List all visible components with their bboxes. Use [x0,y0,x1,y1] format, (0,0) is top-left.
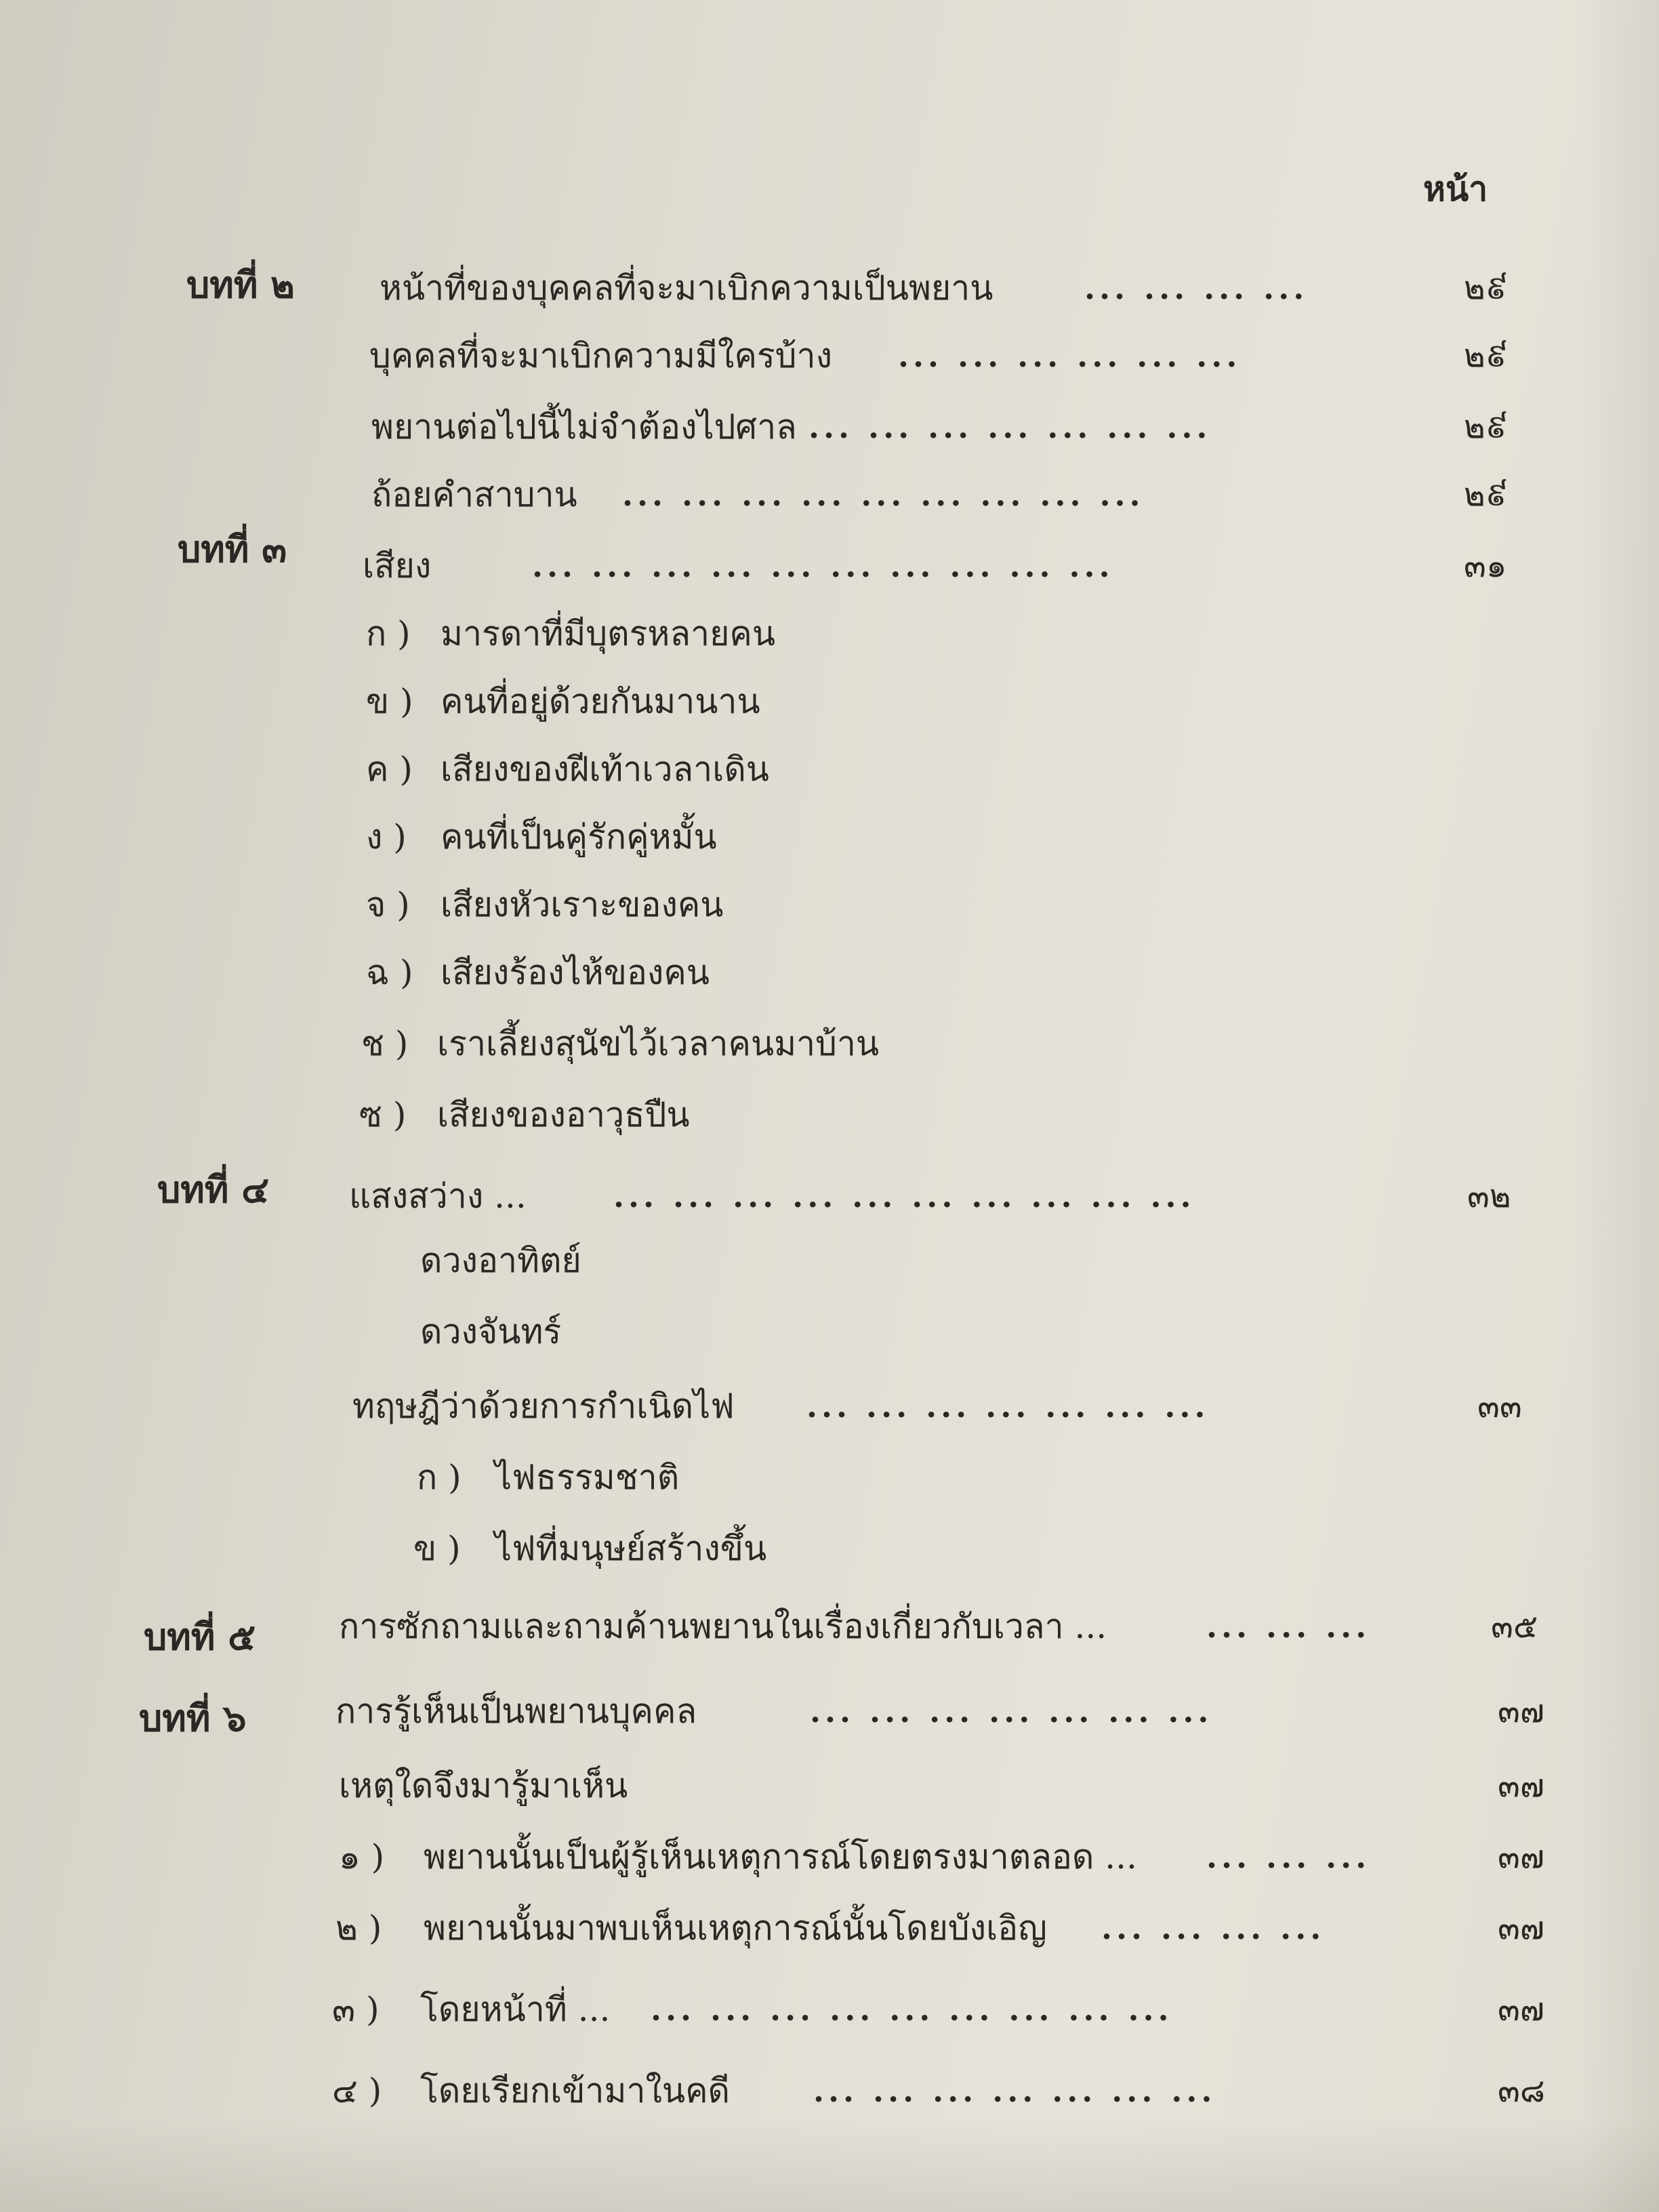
toc-leader-dots: ... ... ... [1206,1839,1371,1875]
toc-entry-title: คนที่เป็นคู่รักคู่หมั้น [441,817,717,857]
subentry-marker: ก ) [366,614,411,653]
chapter-4-label: บทที่ ๔ [157,1168,270,1211]
chapter-3-label: บทที่ ๓ [178,527,287,571]
chapter-2-label: บทที่ ๒ [186,263,295,306]
page-shadow-bottom [0,2117,1659,2212]
toc-entry-title: ถ้อยคำสาบาน [371,475,577,514]
toc-entry-title: บุคคลที่จะมาเบิกความมีใครบ้าง [369,336,832,375]
toc-entry-title: โดยเรียกเข้ามาในคดี [420,2071,731,2110]
toc-page-number: ๓๗ [1498,1692,1544,1730]
toc-page-number: ๓๕ [1491,1607,1538,1645]
toc-entry-title: เสียงของฝีเท้าเวลาเดิน [441,750,769,789]
toc-leader-dots: ... ... ... ... ... ... ... [806,1388,1210,1425]
subentry-marker: ซ ) [359,1095,407,1134]
page-shadow-right [1578,0,1659,2212]
toc-entry-title: การซักถามและถามค้านพยานในเรื่องเกี่ยวกับเวลา ... [339,1607,1107,1646]
toc-page-number: ๓๒ [1467,1177,1511,1215]
toc-entry-title: พยานต่อไปนี้ไม่จำต้องไปศาล [371,407,797,447]
toc-leader-dots: ... ... ... ... ... ... ... [808,409,1212,445]
toc-page-number: ๒៩ [1464,476,1509,514]
toc-entry-title: พยานนั้นมาพบเห็นเหตุการณ์นั้นโดยบังเอิญ [424,1908,1047,1948]
toc-leader-dots: ... ... ... ... ... ... ... [810,1693,1213,1729]
toc-leader-dots: ... ... ... ... ... ... ... ... ... [622,476,1145,513]
toc-page-number: ๓๗ [1498,1990,1544,2028]
toc-entry-title: มารดาที่มีบุตรหลายคน [441,614,776,653]
toc-entry-title: ไฟธรรมชาติ [495,1458,680,1497]
subentry-marker: ค ) [366,750,413,789]
toc-entry-title: เหตุใดจึงมารู้มาเห็น [339,1766,628,1805]
toc-page-number: ๒៩ [1464,408,1509,446]
toc-page-number: ๓๗ [1498,1767,1544,1805]
toc-page-number: ๓๑ [1464,547,1507,585]
chapter-6-label: บทที่ ๖ [139,1696,247,1740]
subentry-marker: ๔ ) [332,2071,382,2110]
toc-leader-dots: ... ... ... ... ... ... ... [813,2072,1216,2109]
subentry-marker: ๓ ) [332,1990,380,2029]
subentry-marker: ก ) [417,1458,462,1497]
toc-entry-title: ดวงอาทิตย์ [420,1241,581,1280]
subentry-marker: ช ) [361,1024,409,1063]
subentry-marker: จ ) [366,885,410,924]
subentry-marker: ข ) [413,1529,461,1568]
subentry-marker: ๑ ) [339,1837,385,1877]
toc-page-number: ๓๗ [1498,1838,1544,1876]
toc-entry-title: ทฤษฎีว่าด้วยการกำเนิดไฟ [352,1387,735,1426]
toc-leader-dots: ... ... ... ... ... ... ... ... ... ... [613,1178,1195,1214]
subentry-marker: ข ) [366,682,413,721]
toc-entry-title: โดยหน้าที่ ... [420,1990,611,2029]
toc-entry-title: ดวงจันทร์ [420,1312,562,1351]
toc-page-number: ๒៩ [1464,269,1509,307]
subentry-marker: ง ) [366,817,407,857]
subentry-marker: ฉ ) [366,953,413,992]
toc-page-number: ๓๗ [1498,1909,1544,1947]
subentry-marker: ๒ ) [335,1908,382,1948]
toc-leader-dots: ... ... ... ... ... ... [898,337,1242,374]
toc-entry-title: หน้าที่ของบุคคลที่จะมาเบิกความเป็นพยาน [380,268,994,308]
toc-entry-title: คนที่อยู่ด้วยกันมานาน [441,682,760,721]
toc-page-number: ๒៩ [1464,337,1509,375]
toc-page-number: ๓๘ [1498,2072,1545,2110]
toc-page-number: ๓๓ [1477,1387,1522,1425]
toc-leader-dots: ... ... ... ... [1084,270,1309,306]
toc-entry-title: การรู้เห็นเป็นพยานบุคคล [335,1692,697,1731]
toc-leader-dots: ... ... ... [1206,1608,1371,1645]
chapter-5-label: บทที่ ๕ [144,1615,256,1658]
toc-entry-title: เสียง [363,546,432,586]
toc-entry-title: เสียงร้องไห้ของคน [441,953,710,992]
toc-entry-title: พยานนั้นเป็นผู้รู้เห็นเหตุการณ์โดยตรงมาตลอด ... [424,1837,1137,1877]
toc-leader-dots: ... ... ... ... [1101,1910,1326,1946]
toc-entry-title: เสียงหัวเราะของคน [441,885,724,924]
toc-entry-title: ไฟที่มนุษย์สร้างขึ้น [495,1529,767,1568]
toc-leader-dots: ... ... ... ... ... ... ... ... ... ... [532,548,1114,584]
toc-leader-dots: ... ... ... ... ... ... ... ... ... [651,1991,1173,2028]
toc-entry-title: แสงสว่าง ... [349,1176,527,1216]
page-column-header: หน้า [1423,169,1488,209]
toc-entry-title: เสียงของอาวุธปืน [437,1095,690,1134]
toc-entry-title: เราเลี้ยงสุนัขไว้เวลาคนมาบ้าน [437,1024,880,1063]
